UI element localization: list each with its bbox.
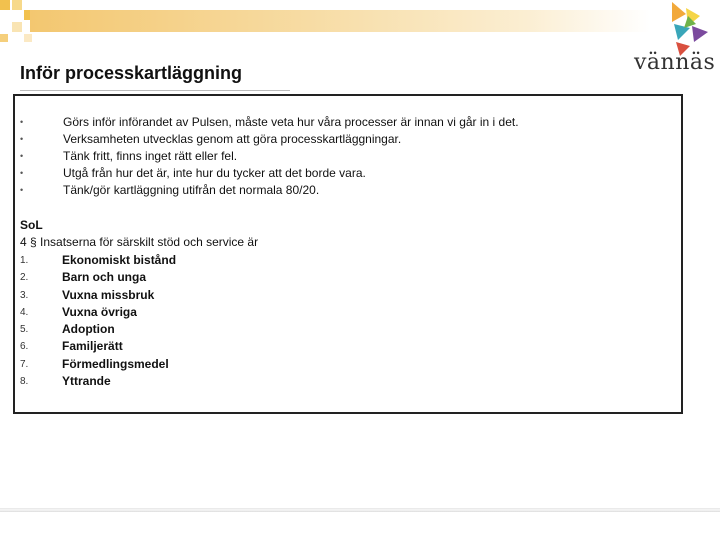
- logo-text: vännäs: [634, 50, 716, 75]
- item-number: 2.: [20, 272, 29, 284]
- item-text: Vuxna missbruk: [62, 287, 155, 302]
- title-underline: [20, 90, 290, 91]
- item-text: Förmedlingsmedel: [62, 356, 169, 371]
- item-text: Barn och unga: [62, 270, 147, 285]
- bullet-marker: •: [20, 134, 24, 144]
- item-text: Vuxna övriga: [62, 304, 137, 319]
- header-band: [30, 10, 650, 32]
- item-number: 4.: [20, 306, 29, 318]
- bullet-marker: •: [20, 117, 24, 127]
- sol-heading: SoL: [20, 218, 43, 232]
- item-number: 7.: [20, 358, 29, 370]
- bullet-text: Tänk fritt, finns inget rätt eller fel.: [63, 149, 238, 163]
- footer-rule: [0, 508, 720, 512]
- bullet-marker: •: [20, 151, 24, 161]
- item-number: 6.: [20, 341, 29, 353]
- bullet-marker: •: [20, 168, 24, 178]
- bullet-text: Verksamheten utvecklas genom att göra processkartläggningar.: [63, 132, 402, 146]
- item-text: Familjerätt: [62, 339, 123, 354]
- item-number: 5.: [20, 324, 29, 336]
- sol-intro: 4 § Insatserna för särskilt stöd och service är: [20, 235, 259, 249]
- item-text: Ekonomiskt bistånd: [62, 253, 177, 267]
- bullet-marker: •: [20, 185, 24, 195]
- bullet-text: Görs inför införandet av Pulsen, måste veta hur våra processer är innan vi går in i det.: [63, 115, 519, 129]
- item-number: 3.: [20, 289, 29, 301]
- item-number: 8.: [20, 376, 29, 388]
- bullet-text: Tänk/gör kartläggning utifrån det normala 80/20.: [63, 183, 320, 197]
- item-number: 1.: [20, 255, 29, 266]
- item-text: Adoption: [62, 322, 115, 337]
- item-text: Yttrande: [62, 374, 111, 389]
- page-title: Inför processkartläggning: [20, 63, 243, 83]
- bullet-text: Utgå från hur det är, inte hur du tycker att det borde vara.: [63, 166, 366, 180]
